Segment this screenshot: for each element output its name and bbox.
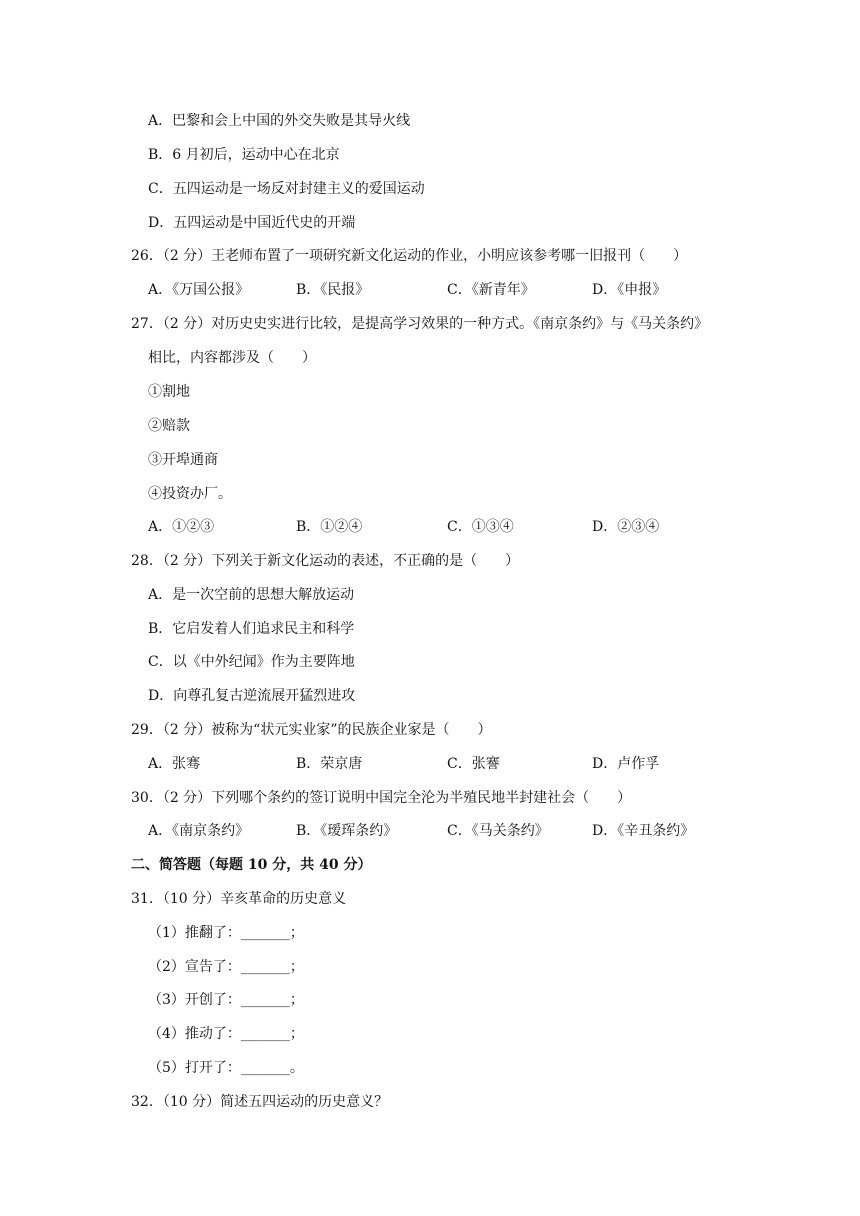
q28-option-b: B．它启发着人们追求民主和科学 [148, 621, 355, 637]
q27-item-1: ①割地 [148, 384, 190, 400]
q29-option-a: A．张骞 [148, 756, 201, 772]
q27-stem-line1: 27．（2 分）对历史史实进行比较，是提高学习效果的一种方式。《南京条约》与《马关条约》 [131, 316, 709, 332]
section-heading: 二、简答题（每题 10 分，共 40 分） [131, 857, 372, 873]
q31-part-1: （1）推翻了：_______； [148, 925, 304, 941]
q27-option-a: A．①②③ [148, 519, 215, 535]
q26-option-b: B．《民报》 [296, 282, 370, 298]
q31-stem: 31．（10 分）辛亥革命的历史意义 [131, 891, 347, 907]
q25-option-a: A．巴黎和会上中国的外交失败是其导火线 [148, 113, 411, 129]
q28-option-a: A．是一次空前的思想大解放运动 [148, 587, 355, 603]
q29-option-c: C．张謇 [447, 756, 500, 772]
q29-option-b: B．荣京唐 [296, 756, 363, 772]
q27-item-3: ③开埠通商 [148, 452, 218, 468]
q27-stem-line2: 相比，内容都涉及（ ） [148, 350, 316, 366]
q27-option-d: D．②③④ [592, 519, 660, 535]
q30-option-a: A．《南京条约》 [148, 823, 250, 839]
q26-option-a: A．《万国公报》 [148, 282, 250, 298]
q31-part-3: （3）开创了：_______； [148, 992, 304, 1008]
q29-stem: 29．（2 分）被称为“状元实业家”的民族企业家是（ ） [131, 722, 492, 738]
q31-part-5: （5）打开了：_______。 [148, 1060, 304, 1076]
q26-option-c: C．《新青年》 [447, 282, 535, 298]
q31-part-4: （4）推动了：_______； [148, 1026, 304, 1042]
q30-option-c: C．《马关条约》 [447, 823, 549, 839]
q31-part-2: （2）宣告了：_______； [148, 959, 304, 975]
q25-option-d: D．五四运动是中国近代史的开端 [148, 215, 356, 231]
q25-option-c: C．五四运动是一场反对封建主义的爱国运动 [148, 181, 425, 197]
q26-option-d: D．《申报》 [592, 282, 667, 298]
q27-item-2: ②赔款 [148, 418, 190, 434]
q25-option-b: B．6 月初后，运动中心在北京 [148, 147, 340, 163]
q29-option-d: D．卢作孚 [592, 756, 660, 772]
q30-option-d: D．《辛丑条约》 [592, 823, 695, 839]
q27-option-c: C．①③④ [447, 519, 514, 535]
q30-option-b: B．《瑷珲条约》 [296, 823, 398, 839]
q27-option-b: B．①②④ [296, 519, 363, 535]
q28-stem: 28．（2 分）下列关于新文化运动的表述，不正确的是（ ） [131, 553, 520, 569]
q32-stem: 32．（10 分）简述五四运动的历史意义？ [131, 1094, 389, 1110]
q28-option-c: C．以《中外纪闻》作为主要阵地 [148, 654, 355, 670]
q26-stem: 26．（2 分）王老师布置了一项研究新文化运动的作业，小明应该参考哪一旧报刊（ ） [131, 248, 688, 264]
q30-stem: 30．（2 分）下列哪个条约的签订说明中国完全沦为半殖民地半封建社会（ ） [131, 790, 632, 806]
q27-item-4: ④投资办厂。 [148, 486, 232, 502]
q28-option-d: D．向尊孔复古逆流展开猛烈进攻 [148, 688, 356, 704]
